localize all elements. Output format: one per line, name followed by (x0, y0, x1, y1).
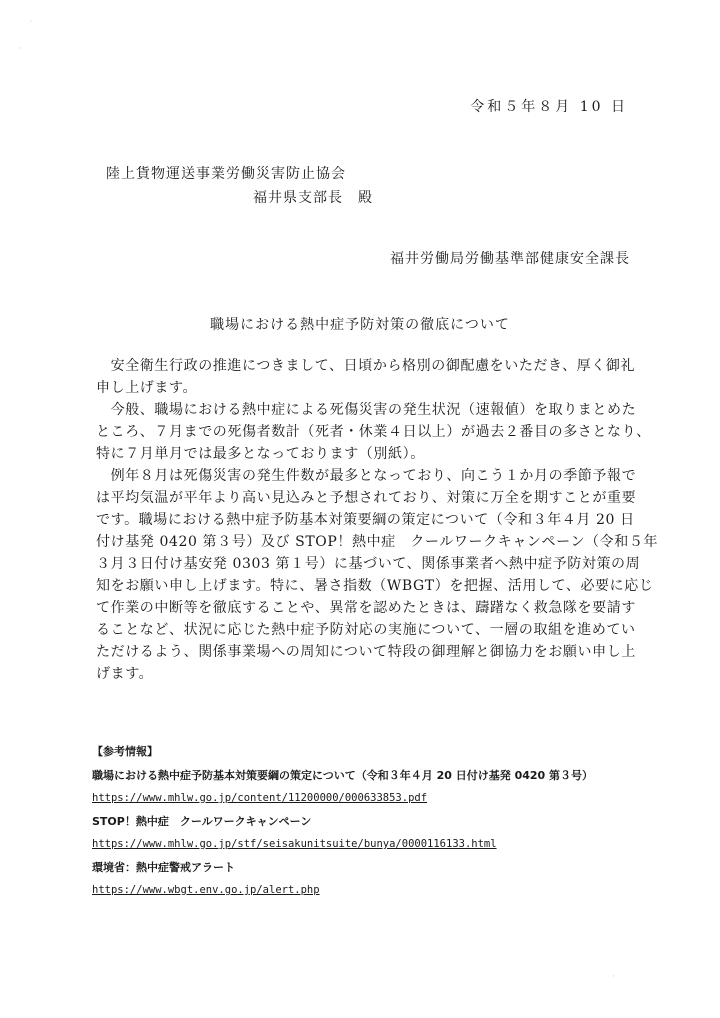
document-date: 令和５年８月 10 日 (470, 99, 628, 115)
body-line: ところ、７月までの死傷者数計（死者・休業４日以上）が過去２番目の多さとなり、 (96, 424, 651, 440)
scan-speck: ′ (30, 20, 33, 30)
body-line: 安全衛生行政の推進につきまして、日頃から格別の御配慮をいただき、厚く御礼 (96, 358, 636, 374)
body-line: 今般、職場における熱中症による死傷災害の発生状況（速報値）を取りまとめた (96, 402, 637, 418)
references-heading: 【参考情報】 (92, 745, 158, 758)
body-line: げます。 (96, 666, 154, 682)
reference-link[interactable]: https://www.wbgt.env.go.jp/alert.php (92, 884, 320, 896)
body-text (96, 355, 659, 685)
body-line: て作業の中断等を徹底することや、異常を認めたときは、躊躇なく救急隊を要請す (96, 600, 636, 616)
references-section (92, 742, 652, 900)
reference-link[interactable]: https://www.mhlw.go.jp/stf/seisakunitsuite/bunya/0000116133.html (92, 838, 497, 850)
reference-link[interactable]: https://www.mhlw.go.jp/content/11200000/000633853.pdf (92, 792, 428, 804)
body-line: 知をお願い申し上げます。特に、暑さ指数（WBGT）を把握、活用して、必要に応じ (96, 578, 654, 594)
body-line: 付け基発 0420 第３号）及び STOP！熱中症 クールワークキャンペーン（令和５年 (96, 534, 659, 550)
sender: 福井労働局労働基準部健康安全課長 (390, 251, 630, 267)
body-line: 申し上げます。 (96, 380, 198, 396)
body-line: ることなど、状況に応じた熱中症予防対応の実施について、一層の取組を進めてい (96, 622, 636, 638)
scan-speck: · (18, 44, 21, 54)
body-line: ３月３日付け基安発 0303 第１号）に基づいて、関係事業者へ熱中症予防対策の周 (96, 556, 641, 572)
body-line: 例年８月は死傷災害の発生件数が最多となっており、向こう１か月の季節予報で (96, 468, 637, 484)
body-line: です。職場における熱中症予防基本対策要綱の策定について（令和３年４月 20 日 (96, 512, 635, 528)
scan-speck: · (612, 972, 615, 982)
recipient-organization: 陸上貨物運送事業労働災害防止協会 (106, 166, 346, 182)
reference-title: 環境省：熱中症警戒アラート (92, 861, 235, 874)
recipient-title: 福井県支部長 殿 (253, 190, 373, 206)
document-subject: 職場における熱中症予防対策の徹底について (210, 317, 510, 333)
body-line: 特に７月単月では最多となっております（別紙）。 (96, 446, 425, 462)
reference-title: 職場における熱中症予防基本対策要綱の策定について（令和３年４月 20 日付け基発 0420 第３号） (92, 769, 594, 782)
body-line: ただけるよう、関係事業場への周知について特段の御理解と御協力をお願い申し上 (96, 644, 636, 660)
body-line: は平均気温が平年より高い見込みと予想されており、対策に万全を期すことが重要 (96, 490, 637, 506)
reference-title: STOP！熱中症 クールワークキャンペーン (92, 815, 312, 828)
